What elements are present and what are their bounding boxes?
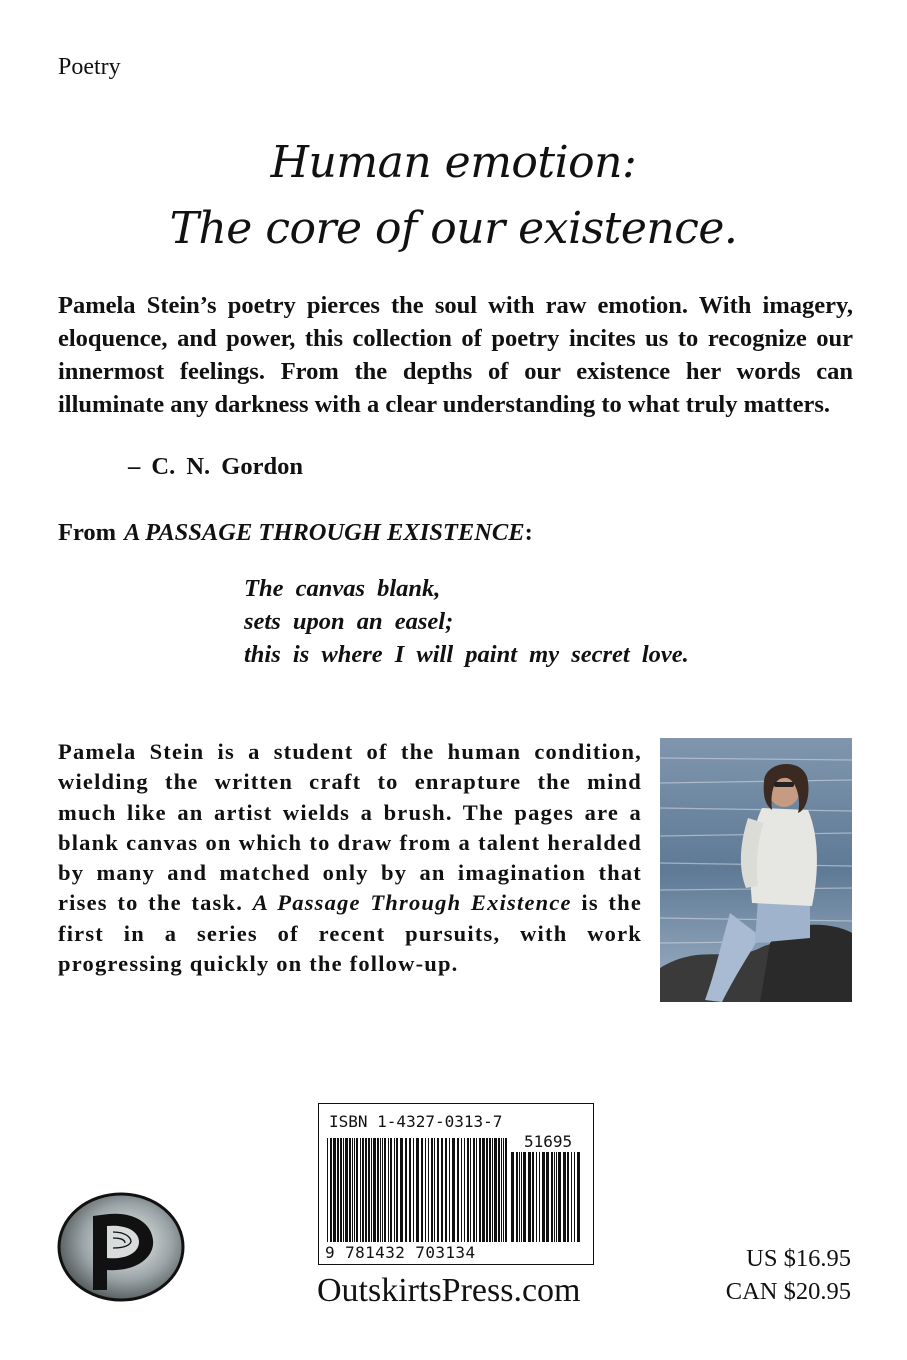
barcode-bar: [354, 1138, 355, 1242]
addon-bars: [511, 1152, 583, 1242]
barcode-bar: [413, 1138, 414, 1242]
barcode-bar: [396, 1138, 398, 1242]
barcode-bar: [377, 1138, 379, 1242]
excerpt-book-title: A PASSAGE THROUGH EXISTENCE: [124, 519, 525, 546]
barcode-bar: [501, 1138, 502, 1242]
barcode-bar: [467, 1138, 469, 1242]
bio-text-start: Pamela Stein is a student of the human condition, wielding the written craft to enrapture the mind much like an artist wields a brush. The pages are a blank canvas on which to draw from a talent heralded by many and matched only by an imagination that rises to the task.: [58, 739, 642, 916]
poem-excerpt: [244, 572, 689, 671]
barcode-bar: [360, 1138, 361, 1242]
barcode-bar: [409, 1138, 411, 1242]
barcode-bar: [345, 1138, 348, 1242]
ean-digits: 9 781432 703134: [325, 1243, 476, 1262]
author-bio: [58, 737, 642, 979]
barcode-bar: [519, 1152, 520, 1242]
barcode-bar: [494, 1138, 497, 1242]
publisher-website: OutskirtsPress.com: [317, 1272, 581, 1309]
barcode-bar: [340, 1138, 342, 1242]
publisher-logo: [57, 1192, 185, 1302]
barcode-bar: [349, 1138, 351, 1242]
barcode-bar: [425, 1138, 426, 1242]
barcode-bar: [571, 1152, 572, 1242]
genre-label: Poetry: [58, 54, 121, 80]
excerpt-heading: [58, 519, 533, 547]
barcode-bar: [371, 1138, 372, 1242]
barcode-bar: [464, 1138, 465, 1242]
barcode-bar: [551, 1152, 553, 1242]
barcode-bar: [431, 1138, 433, 1242]
poem-line: this is where I will paint my secret love.: [244, 641, 689, 668]
prices: [726, 1242, 851, 1308]
barcode-bar: [449, 1138, 450, 1242]
barcode-bar: [479, 1138, 481, 1242]
barcode-bar: [390, 1138, 392, 1242]
barcode-bar: [567, 1152, 569, 1242]
barcode-bar: [511, 1152, 514, 1242]
barcode-bar: [368, 1138, 370, 1242]
barcode-bar: [503, 1138, 504, 1242]
barcode-bar: [489, 1138, 491, 1242]
bio-text-end: is the first in a series of recent pursuits, with work progressing quickly on the follow-up.: [58, 890, 643, 977]
barcode-bar: [388, 1138, 389, 1242]
barcode-bar: [532, 1152, 534, 1242]
headline-line-1: Human emotion:: [270, 137, 637, 188]
barcode-bar: [556, 1152, 557, 1242]
review-blurb: Pamela Stein’s poetry pierces the soul with raw emotion. With imagery, eloquence, and power, this collection of poetry incites us to recognize our innermost feelings. From the depths of our existence her words can illuminate any darkness with a clear understanding to what truly matters.: [58, 292, 853, 418]
barcode-bar: [482, 1138, 485, 1242]
barcode-bar: [542, 1152, 545, 1242]
barcode-bar: [476, 1138, 477, 1242]
barcode-bar: [445, 1138, 447, 1242]
barcode-bar: [434, 1138, 435, 1242]
barcode-bar: [405, 1138, 407, 1242]
barcode-bar: [536, 1152, 537, 1242]
barcode-bar: [343, 1138, 344, 1242]
barcode-bar: [486, 1138, 488, 1242]
barcode-bar: [539, 1152, 540, 1242]
barcode-bar: [577, 1152, 580, 1242]
review-attribution: – C. N. Gordon: [128, 453, 303, 480]
barcode-bar: [523, 1152, 526, 1242]
excerpt-suffix: :: [524, 519, 533, 546]
barcode-bar: [554, 1152, 555, 1242]
price-code: 51695: [524, 1132, 573, 1151]
barcode-bar: [473, 1138, 475, 1242]
barcode-bar: [352, 1138, 353, 1242]
barcode-bar: [382, 1138, 383, 1242]
barcode-bar: [546, 1152, 549, 1242]
barcode-bar: [558, 1152, 561, 1242]
price-can: CAN $20.95: [725, 1278, 851, 1305]
ean-bars: [327, 1138, 507, 1242]
barcode-bar: [574, 1152, 575, 1242]
barcode-bar: [528, 1152, 531, 1242]
isbn-barcode: [318, 1103, 594, 1265]
barcode-bar: [330, 1138, 332, 1242]
barcode-bar: [452, 1138, 455, 1242]
barcode-bar: [362, 1138, 364, 1242]
price-us: US $16.95: [746, 1245, 851, 1272]
barcode-bar: [421, 1138, 423, 1242]
barcode-bar: [337, 1138, 339, 1242]
barcode-bar: [416, 1138, 419, 1242]
barcode-bar: [365, 1138, 367, 1242]
barcode-bar: [384, 1138, 386, 1242]
excerpt-prefix: From: [58, 519, 117, 546]
poem-line: sets upon an easel;: [244, 608, 454, 635]
barcode-bar: [380, 1138, 381, 1242]
barcode-bar: [492, 1138, 493, 1242]
barcode-bar: [470, 1138, 471, 1242]
barcode-bar: [356, 1138, 358, 1242]
barcode-bar: [437, 1138, 439, 1242]
barcode-bar: [428, 1138, 429, 1242]
barcode-bar: [441, 1138, 443, 1242]
barcode-bar: [400, 1138, 403, 1242]
poem-line: The canvas blank,: [244, 575, 441, 602]
barcode-bar: [327, 1138, 328, 1242]
barcode-bar: [498, 1138, 500, 1242]
barcode-bar: [516, 1152, 518, 1242]
author-photo: [660, 738, 852, 1002]
headline: [0, 130, 907, 262]
barcode-bar: [333, 1138, 336, 1242]
barcode-bar: [563, 1152, 566, 1242]
barcode-bar: [521, 1152, 522, 1242]
barcode-bar: [394, 1138, 395, 1242]
bio-book-title: A Passage Through Existence: [252, 890, 572, 916]
barcode-bar: [461, 1138, 462, 1242]
isbn-number: ISBN 1-4327-0313-7: [329, 1112, 503, 1131]
barcode-bar: [505, 1138, 507, 1242]
barcode-bar: [373, 1138, 376, 1242]
barcode-bar: [457, 1138, 459, 1242]
headline-line-2: The core of our existence.: [169, 203, 738, 254]
